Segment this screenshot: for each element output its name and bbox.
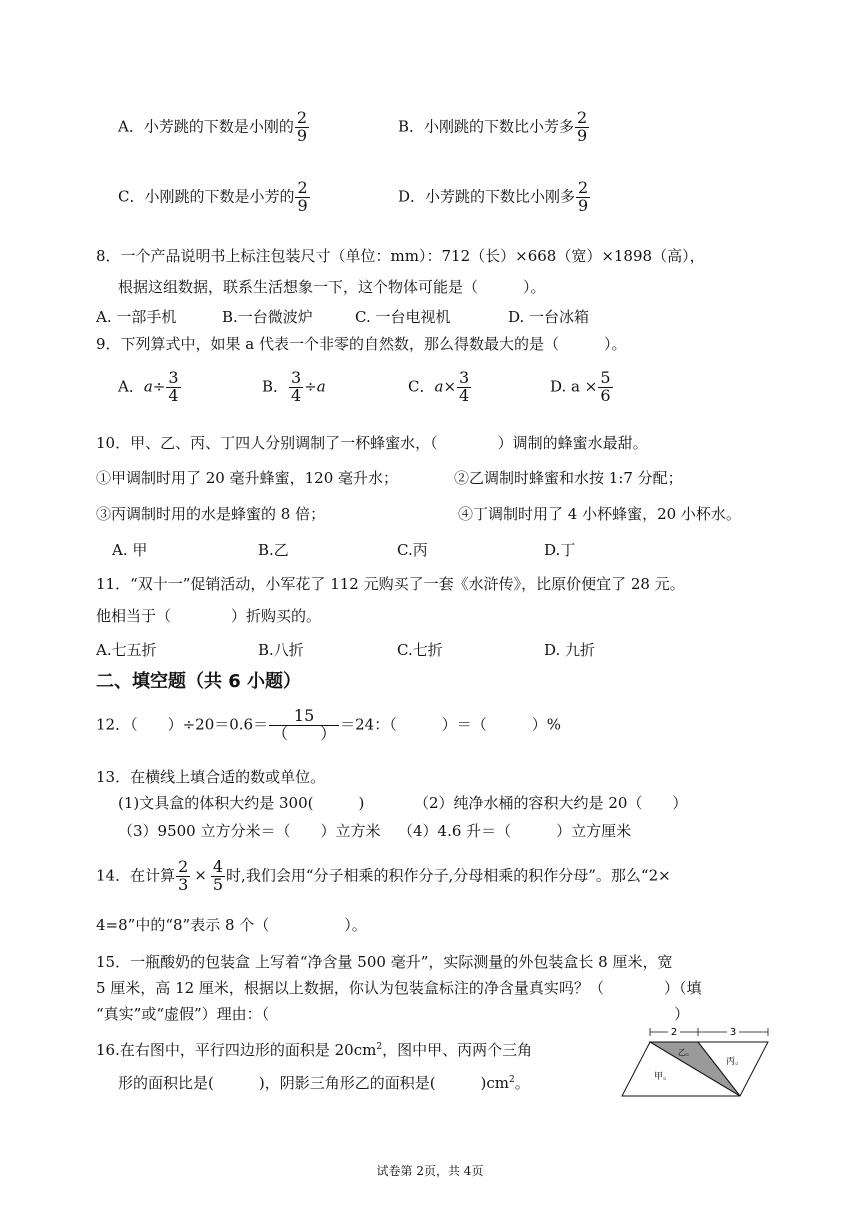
denominator: 4 bbox=[168, 385, 179, 405]
q10-condition-2: ②乙调制时蜂蜜和水按 1:7 分配； bbox=[454, 469, 683, 487]
q12-part-1: 12．（ ）÷20＝0.6＝ bbox=[96, 715, 269, 734]
fraction bbox=[289, 370, 303, 405]
option-letter: C． bbox=[408, 377, 435, 396]
q12-part-2: ＝24：（ ）＝（ ）% bbox=[340, 715, 561, 734]
numerator: 3 bbox=[168, 368, 179, 387]
q14-line-1 bbox=[96, 859, 671, 894]
operator: ÷ bbox=[152, 377, 166, 396]
fraction bbox=[176, 859, 190, 894]
q10-option-d: D.丁 bbox=[544, 541, 576, 559]
q13-part-2: （2）纯净水桶的容积大约是 20（ ） bbox=[414, 794, 688, 812]
denominator: 3 bbox=[178, 874, 189, 894]
q15-line-2: 5 厘米，高 12 厘米，根据以上数据，你认为包装盒标注的净含量真实吗？（ ）（填 bbox=[96, 979, 702, 997]
label-yi: 乙。 bbox=[678, 1048, 694, 1057]
numerator: 4 bbox=[212, 857, 224, 876]
q13-part-3: （3）9500 立方分米＝（ ）立方米 bbox=[118, 822, 381, 840]
numerator: 5 bbox=[600, 368, 611, 387]
numerator: 2 bbox=[296, 108, 308, 127]
q7-option-a bbox=[118, 110, 310, 145]
q9-option-c bbox=[408, 370, 472, 405]
q16-text: 。 bbox=[514, 1074, 530, 1092]
numerator: 2 bbox=[178, 857, 189, 876]
q11-option-c: C.七折 bbox=[397, 641, 443, 659]
q7-option-c bbox=[118, 180, 311, 215]
q7-option-d-text: D．小芳跳的下数比小刚多 bbox=[398, 187, 576, 206]
fraction bbox=[295, 110, 309, 145]
numerator: 2 bbox=[297, 178, 308, 197]
q7-option-a-text: A．小芳跳的下数是小刚的 bbox=[118, 117, 294, 136]
variable: a bbox=[143, 377, 153, 396]
q15-line-1: 15．一瓶酸奶的包装盒 上写着“净含量 500 毫升”，实际测量的外包装盒长 8 厘米，宽 bbox=[96, 953, 673, 971]
q13-stem: 13．在横线上填合适的数或单位。 bbox=[96, 768, 326, 786]
q11-option-a: A.七五折 bbox=[96, 641, 157, 659]
q11-line-1: 11．“双十一”促销活动，小军花了 112 元购买了一套《水浒传》，比原价便宜了 28 元。 bbox=[96, 575, 685, 593]
denominator: （ ） bbox=[269, 725, 339, 743]
label-bing: 丙。 bbox=[726, 1057, 745, 1067]
denominator: 9 bbox=[297, 195, 308, 215]
fraction bbox=[166, 370, 180, 405]
numerator: 2 bbox=[578, 178, 589, 197]
q14-text: 14．在计算 bbox=[96, 866, 176, 885]
q9-stem: 9．下列算式中，如果 a 代表一个非零的自然数，那么得数最大的是（ ）。 bbox=[96, 335, 627, 353]
numerator: 3 bbox=[459, 368, 470, 387]
q8-option-c: C. 一台电视机 bbox=[355, 308, 451, 326]
option-letter: B． bbox=[262, 377, 289, 396]
q14-text: 时,我们会用“分子相乘的积作分子,分母相乘的积作分母”。那么“2× bbox=[226, 866, 671, 885]
denominator: 6 bbox=[600, 385, 611, 405]
q7-option-d bbox=[398, 180, 591, 215]
q8-option-d: D. 一台冰箱 bbox=[508, 308, 590, 326]
q9-option-a bbox=[118, 370, 182, 405]
fraction bbox=[575, 110, 589, 145]
numerator: 15 bbox=[293, 706, 315, 725]
q10-condition-3: ③丙调制时用的水是蜂蜜的 8 倍； bbox=[96, 505, 326, 523]
q8-option-b: B.一台微波炉 bbox=[222, 308, 313, 326]
option-letter: D. a × bbox=[550, 377, 598, 396]
q7-option-b-text: B．小刚跳的下数比小芳多 bbox=[398, 117, 575, 136]
operator: × bbox=[443, 377, 457, 396]
q11-option-b: B.八折 bbox=[258, 641, 304, 659]
q10-option-c: C.丙 bbox=[397, 541, 428, 559]
numerator: 2 bbox=[577, 108, 588, 127]
q8-line-2: 根据这组数据，联系生活想象一下，这个物体可能是（ ）。 bbox=[118, 278, 546, 296]
operator: × bbox=[194, 866, 207, 885]
variable: a bbox=[316, 377, 326, 396]
q9-option-d bbox=[550, 370, 614, 405]
variable: a bbox=[434, 377, 444, 396]
denominator: 5 bbox=[212, 874, 224, 894]
dimension-label: 3 bbox=[729, 1027, 737, 1038]
q7-option-c-text: C．小刚跳的下数是小芳的 bbox=[118, 187, 295, 206]
q13-part-4: （4）4.6 升＝（ ）立方厘米 bbox=[398, 822, 632, 840]
q11-option-d: D. 九折 bbox=[544, 641, 596, 659]
denominator: 9 bbox=[296, 125, 308, 145]
q16-text: 16.在右图中，平行四边形的面积是 20cm bbox=[96, 1041, 377, 1059]
page-footer: 试卷第 2页，共 4页 bbox=[376, 1164, 484, 1178]
fraction bbox=[295, 180, 309, 215]
q10-stem: 10．甲、乙、丙、丁四人分别调制了一杯蜂蜜水，（ ）调制的蜂蜜水最甜。 bbox=[96, 434, 648, 452]
numerator: 3 bbox=[291, 368, 302, 387]
q16-line-2 bbox=[118, 1072, 530, 1093]
superscript: 2 bbox=[376, 1042, 383, 1052]
fraction bbox=[269, 708, 339, 743]
dimension-label: 2 bbox=[670, 1027, 678, 1038]
q8-option-a: A. 一部手机 bbox=[96, 308, 177, 326]
q10-condition-1: ①甲调制时用了 20 毫升蜂蜜，120 毫升水； bbox=[96, 469, 399, 487]
denominator: 4 bbox=[291, 385, 302, 405]
q16-text: ，图中甲、丙两个三角 bbox=[382, 1041, 533, 1059]
superscript: 2 bbox=[509, 1075, 515, 1085]
parallelogram-figure bbox=[608, 1022, 784, 1104]
fraction bbox=[211, 859, 225, 894]
q15-line-3: “真实”或“虚假”）理由：（ ） bbox=[96, 1005, 690, 1023]
denominator: 4 bbox=[459, 385, 470, 405]
q13-part-1: (1)文具盒的体积大约是 300( ) bbox=[118, 794, 365, 812]
fraction bbox=[457, 370, 471, 405]
fraction bbox=[598, 370, 612, 405]
denominator: 9 bbox=[578, 195, 589, 215]
denominator: 9 bbox=[577, 125, 588, 145]
operator: ÷ bbox=[304, 377, 317, 396]
fraction bbox=[576, 180, 590, 215]
q7-option-b bbox=[398, 110, 590, 145]
q10-option-a: A. 甲 bbox=[112, 541, 148, 559]
q8-line-1: 8．一个产品说明书上标注包装尺寸（单位：mm）：712（长）×668（宽）×1898（高）， bbox=[96, 247, 705, 265]
q10-option-b: B.乙 bbox=[258, 541, 289, 559]
q10-condition-4: ④丁调制时用了 4 小杯蜂蜜，20 小杯水。 bbox=[458, 505, 741, 523]
q11-line-2: 他相当于（ ）折购买的。 bbox=[96, 607, 322, 625]
section-heading: 二、填空题（共 6 小题） bbox=[96, 671, 302, 692]
q12 bbox=[96, 708, 561, 743]
label-jia: 甲。 bbox=[654, 1072, 673, 1082]
q14-line-2: 4=8”中的“8”表示 8 个（ ）。 bbox=[96, 916, 367, 934]
q9-option-b bbox=[262, 370, 326, 405]
q16-text: 形的面积比是( )，阴影三角形乙的面积是( )cm bbox=[118, 1074, 510, 1092]
q16-line-1 bbox=[96, 1039, 532, 1060]
option-letter: A． bbox=[118, 377, 144, 396]
